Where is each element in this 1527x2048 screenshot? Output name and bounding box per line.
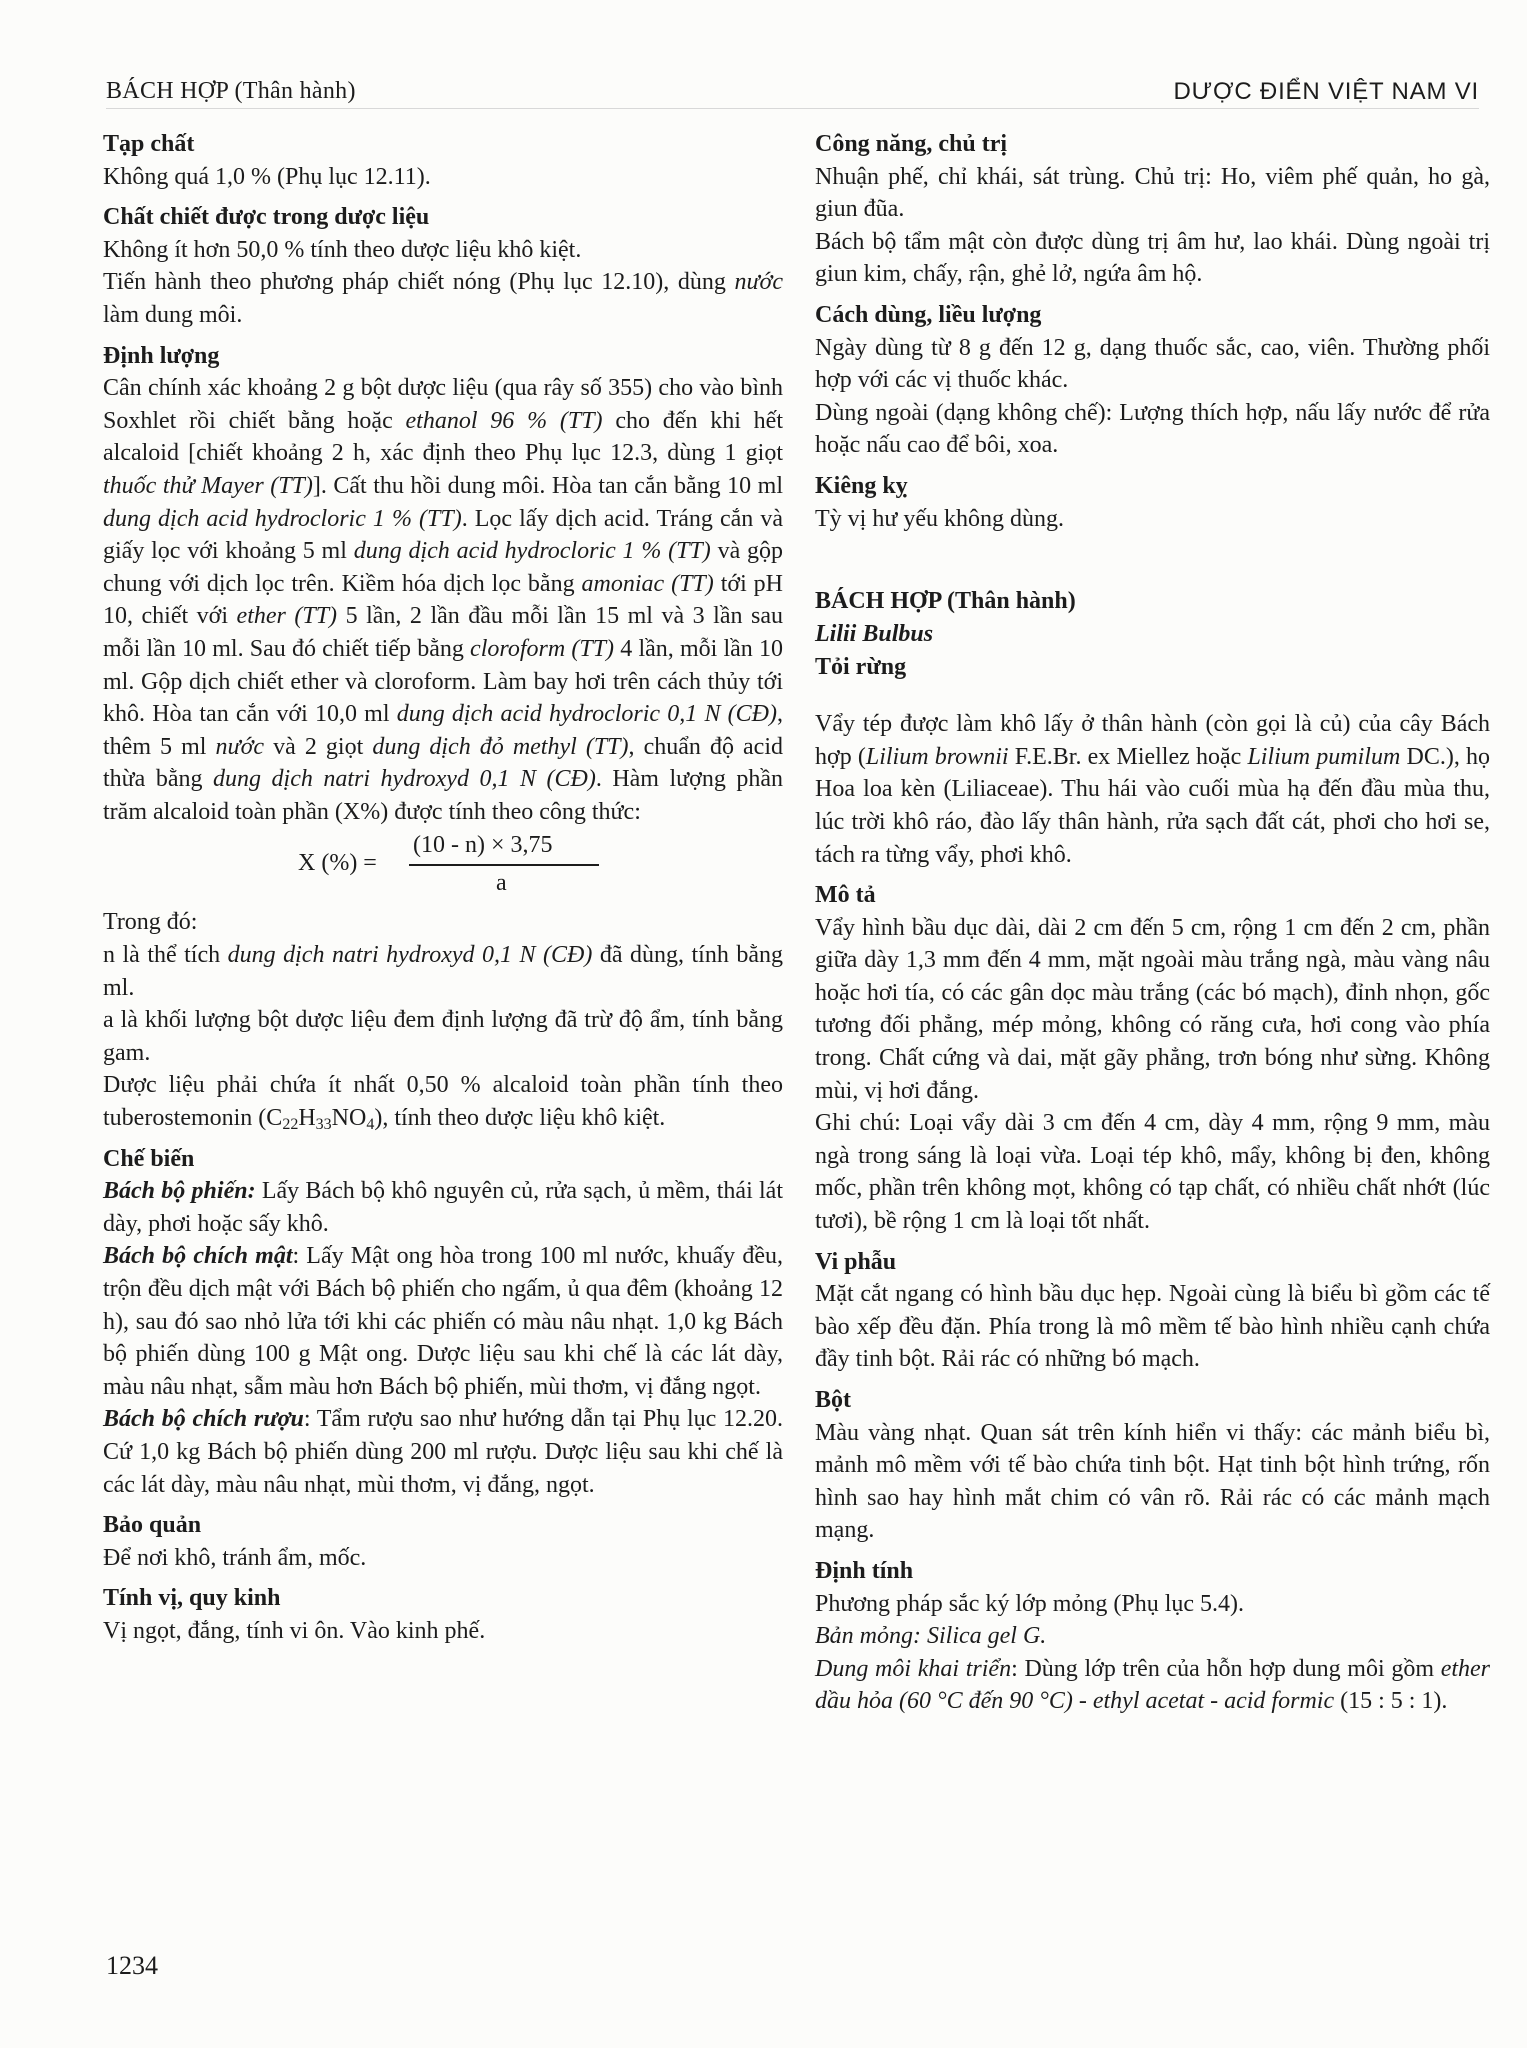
- trong-do-label: Trong đó:: [103, 909, 198, 936]
- section-heading-vi-phau: Vi phẫu: [815, 1248, 897, 1275]
- formula: [103, 828, 783, 906]
- fraction-bar: [409, 864, 599, 866]
- chat-chiet-text-2: Tiến hành theo phương pháp chiết nóng (Phụ lục 12.10), dùng nước làm dung môi.: [103, 269, 783, 328]
- section-heading-che-bien: Chế biến: [103, 1145, 195, 1172]
- dinh-tinh-text-1: Phương pháp sắc ký lớp mỏng (Phụ lục 5.4).: [815, 1590, 1245, 1617]
- che-bien-phien: Bách bộ phiến: Lấy Bách bộ khô nguyên củ, rửa sạch, ủ mềm, thái lát dày, phơi hoặc sấy khô.: [103, 1178, 783, 1237]
- running-header-left: BÁCH HỢP (Thân hành): [106, 78, 356, 104]
- requirement-text: Dược liệu phải chứa ít nhất 0,50 % alcaloid toàn phần tính theo tuberostemonin $(C_{22}H_{33}NO_4)$, tính theo dược liệu khô kiệt.: [103, 1072, 783, 1134]
- cong-nang-text-2: Bách bộ tẩm mật còn được dùng trị âm hư, lao khái. Dùng ngoài trị giun kim, chấy, rận, ghẻ lở, ngứa âm hộ.: [815, 228, 1490, 288]
- right-column: [815, 128, 1490, 1718]
- cach-dung-text-1: Ngày dùng từ 8 g đến 12 g, dạng thuốc sắc, cao, viên. Thường phối hợp với các vị thuốc khác.: [815, 334, 1490, 394]
- monograph-intro: Vẩy tép được làm khô lấy ở thân hành (còn gọi là củ) của cây Bách hợp (Lilium brownii F.E.Br. ex Miellez hoặc Lilium pumilum DC.), họ Hoa loa kèn (Liliaceae). Thu hái vào cuối mùa hạ đến đầu mùa thu, lúc trời khô ráo, đào lấy thân hành, rửa sạch đất cát, phơi cho hơi se, tách ra từng vẩy, phơi khô.: [815, 711, 1490, 868]
- formula-numerator: (10 - n) × 3,75: [413, 832, 553, 859]
- dinh-tinh-text-3: Dung môi khai triển: Dùng lớp trên của hỗn hợp dung môi gồm ether dầu hỏa (60 °C đến 90 °C) - ethyl acetat - acid formic (15 : 5 : 1).: [815, 1655, 1491, 1715]
- section-heading-tinh-vi: Tính vị, quy kinh: [103, 1585, 281, 1612]
- monograph-common-name: Tỏi rừng: [815, 654, 907, 681]
- section-heading-chat-chiet: Chất chiết được trong dược liệu: [103, 204, 430, 231]
- header-rule: [106, 108, 1479, 109]
- a-definition: a là khối lượng bột dược liệu đem định lượng đã trừ độ ẩm, tính bằng gam.: [103, 1007, 783, 1066]
- running-header-right: DƯỢC ĐIỂN VIỆT NAM VI: [1173, 78, 1479, 105]
- monograph-title: BÁCH HỢP (Thân hành): [815, 588, 1076, 615]
- vi-phau-text: Mặt cắt ngang có hình bầu dục hẹp. Ngoài cùng là biểu bì gồm các tế bào xếp đều đặn. Phía trong là mô mềm tế bào hình nhiều cạnh chứa đầy tinh bột. Rải rác có những bó mạch.: [815, 1281, 1490, 1373]
- formula-denominator: a: [496, 870, 507, 897]
- bao-quan-text: Để nơi khô, tránh ẩm, mốc.: [103, 1544, 367, 1571]
- left-column: [103, 128, 783, 1648]
- cach-dung-text-2: Dùng ngoài (dạng không chế): Lượng thích hợp, nấu lấy nước để rửa hoặc nấu cao để bôi, xoa.: [815, 399, 1490, 459]
- dinh-tinh-text-2: Bản mỏng: Silica gel G.: [815, 1623, 1047, 1650]
- section-heading-tap-chat: Tạp chất: [103, 131, 195, 157]
- section-heading-bao-quan: Bảo quản: [103, 1512, 202, 1539]
- dinh-luong-text: Cân chính xác khoảng 2 g bột dược liệu (qua rây số 355) cho vào bình Soxhlet rồi chiết bằng hoặc ethanol 96 % (TT) cho đến khi hết alcaloid [chiết khoảng 2 h, xác định theo Phụ lục 12.3, dùng 1 giọt thuốc thử Mayer (TT)]. Cất thu hồi dung môi. Hòa tan cắn bằng 10 ml dung dịch acid hydrocloric 1 % (TT). Lọc lấy dịch acid. Tráng cắn và giấy lọc với khoảng 5 ml dung dịch acid hydrocloric 1 % (TT) và gộp chung với dịch lọc trên. Kiềm hóa dịch lọc bằng amoniac (TT) tới pH 10, chiết với ether (TT) 5 lần, 2 lần đầu mỗi lần 15 ml và 3 lần sau mỗi lần 10 ml. Sau đó chiết tiếp bằng cloroform (TT) 4 lần, mỗi lần 10 ml. Gộp dịch chiết ether và cloroform. Làm bay hơi trên cách thủy tới khô. Hòa tan cắn với 10,0 ml dung dịch acid hydrocloric 0,1 N (CĐ), thêm 5 ml nước và 2 giọt dung dịch đỏ methyl (TT), chuẩn độ acid thừa bằng dung dịch natri hydroxyd 0,1 N (CĐ). Hàm lượng phần trăm alcaloid toàn phần (X%) được tính theo công thức:: [103, 375, 784, 825]
- che-bien-chich-ruou: Bách bộ chích rượu: Tẩm rượu sao như hướng dẫn tại Phụ lục 12.20. Cứ 1,0 kg Bách bộ phiến dùng 200 ml rượu. Dược liệu sau khi chế là các lát dày, màu nâu nhạt, mùi thơm, vị đắng, ngọt.: [103, 1406, 783, 1498]
- mo-ta-text: Vẩy hình bầu dục dài, dài 2 cm đến 5 cm, rộng 1 cm đến 2 cm, phần giữa dày 1,3 mm đến 4 mm, mặt ngoài màu trắng ngà, màu vàng nâu hoặc hơi tía, có các gân dọc màu trắng (các bó mạch), đỉnh nhọn, gốc tương đối phẳng, mép mỏng, không có răng cưa, hơi cong vào phía trong. Chất cứng và dai, mặt gãy phẳng, trơn bóng như sừng. Không mùi, vị hơi đắng.: [815, 914, 1490, 1104]
- section-heading-mo-ta: Mô tả: [815, 882, 876, 909]
- bot-text: Màu vàng nhạt. Quan sát trên kính hiển vi thấy: các mảnh biểu bì, mảnh mô mềm với tế bào chứa tinh bột. Hạt tinh bột hình trứng, rốn hình sao hay hình mắt chim có vân rõ. Rải rác có các mảnh mạch mạng.: [815, 1419, 1490, 1544]
- section-heading-dinh-luong: Định lượng: [103, 342, 220, 369]
- page-number: 1234: [106, 1951, 158, 1980]
- monograph-latin-name: Lilii Bulbus: [815, 621, 934, 648]
- kieng-ky-text: Tỳ vị hư yếu không dùng.: [815, 505, 1064, 532]
- section-heading-kieng-ky: Kiêng kỵ: [815, 472, 908, 499]
- cong-nang-text-1: Nhuận phế, chỉ khái, sát trùng. Chủ trị: Ho, viêm phế quản, ho gà, giun đũa.: [815, 163, 1490, 223]
- section-heading-cach-dung: Cách dùng, liều lượng: [815, 301, 1042, 328]
- section-heading-cong-nang: Công năng, chủ trị: [815, 131, 1008, 157]
- mo-ta-note: Ghi chú: Loại vẩy dài 3 cm đến 4 cm, dày 4 mm, rộng 9 mm, màu ngà trong sáng là loại vừa. Loại tép khô, mẩy, không bị đen, không mốc, phần trên không mọt, không có tạp chất, có nhiều chất nhớt (lúc tươi), bề rộng 1 cm là loại tốt nhất.: [815, 1110, 1490, 1235]
- section-heading-dinh-tinh: Định tính: [815, 1557, 914, 1584]
- tinh-vi-text: Vị ngọt, đắng, tính vi ôn. Vào kinh phế.: [103, 1617, 486, 1644]
- chat-chiet-text-1: Không ít hơn 50,0 % tính theo dược liệu khô kiệt.: [103, 236, 582, 263]
- tap-chat-text: Không quá 1,0 % (Phụ lục 12.11).: [103, 163, 431, 190]
- section-heading-bot: Bột: [815, 1387, 851, 1413]
- n-definition: n là thể tích dung dịch natri hydroxyd 0,1 N (CĐ) đã dùng, tính bằng ml.: [103, 942, 783, 1001]
- che-bien-chich-mat: Bách bộ chích mật: Lấy Mật ong hòa trong 100 ml nước, khuấy đều, trộn đều dịch mật với Bách bộ phiến cho ngấm, ủ qua đêm (khoảng 12 h), sau đó sao nhỏ lửa tới khi các phiến có màu nâu nhạt. 1,0 kg Bách bộ phiến dùng 100 g Mật ong. Dược liệu sau khi chế là các lát dày, màu nâu nhạt, sẫm màu hơn Bách bộ phiến, mùi thơm, vị đắng ngọt.: [103, 1243, 783, 1400]
- formula-lhs: X (%) =: [298, 850, 377, 877]
